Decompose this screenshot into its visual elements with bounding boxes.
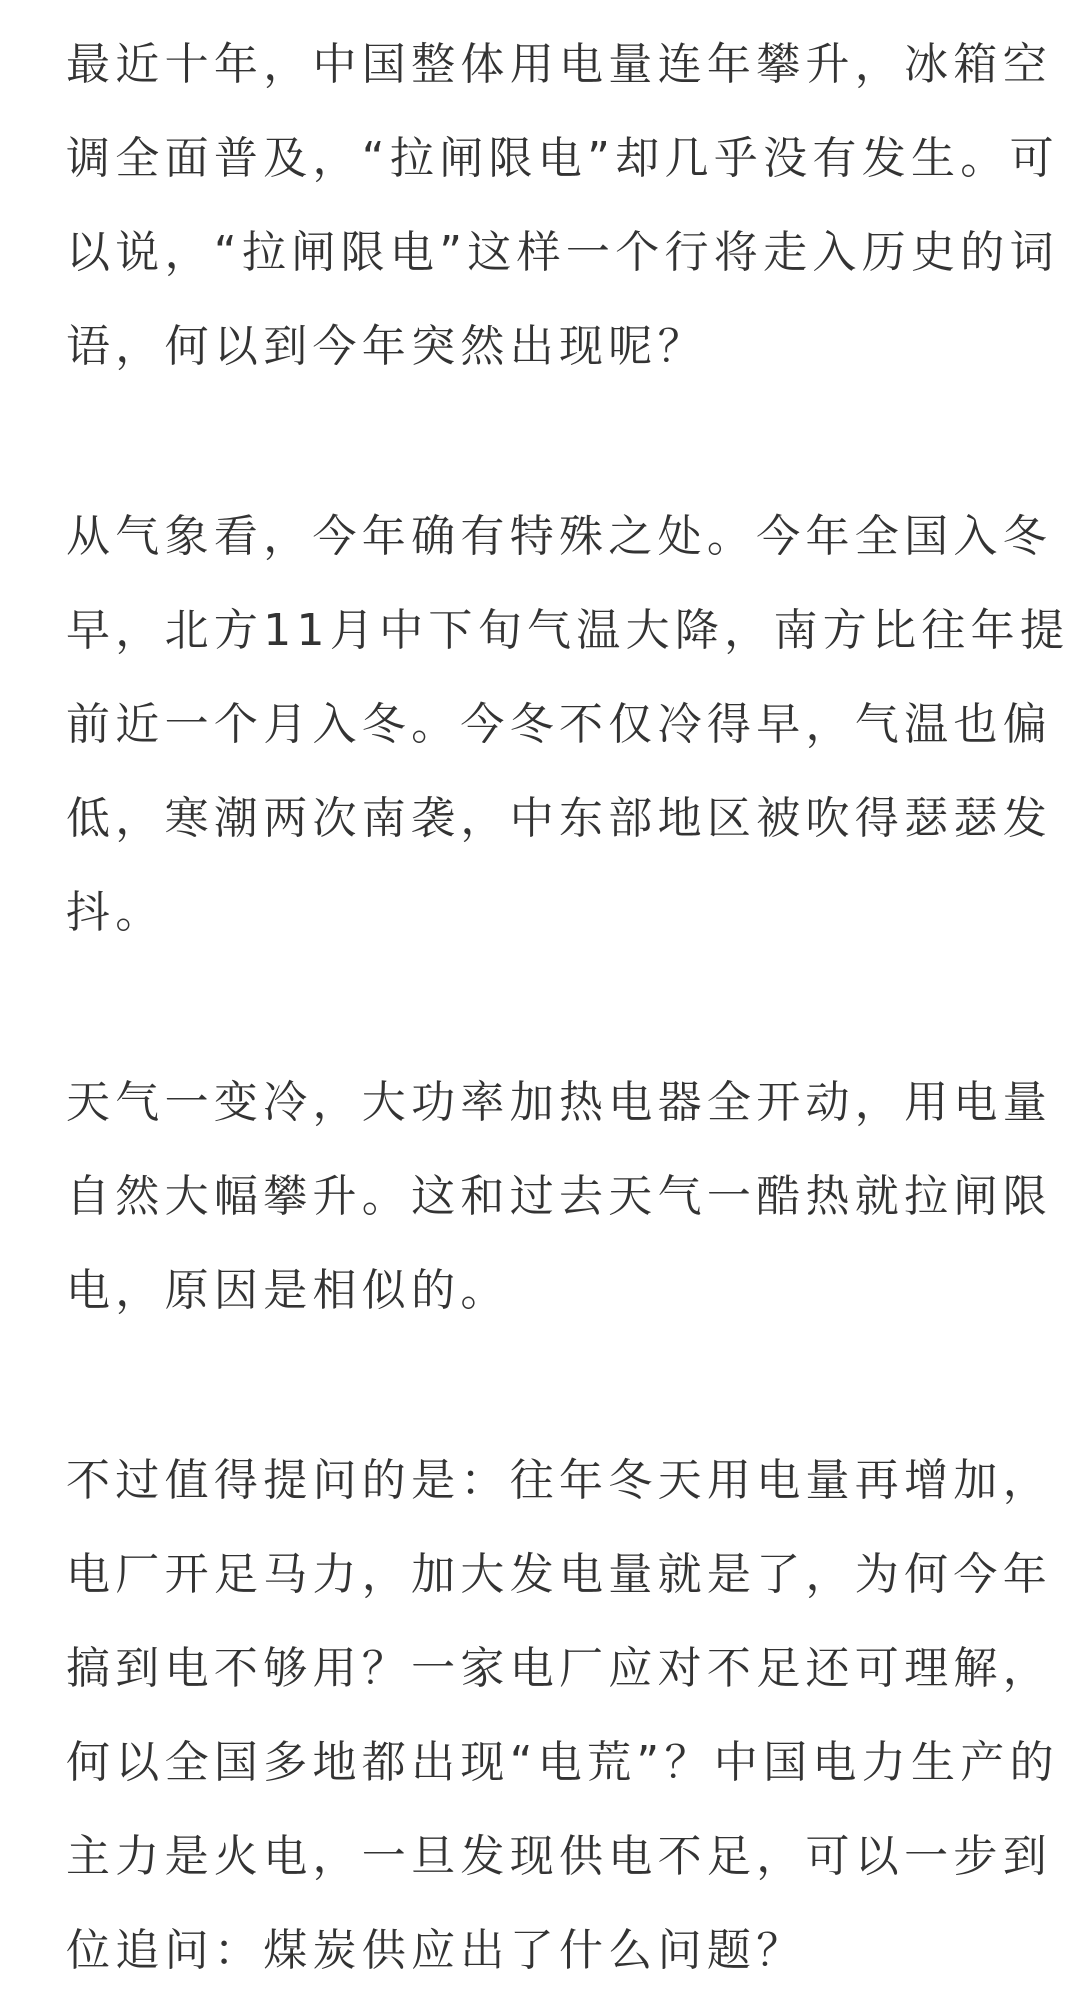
- text-line: 低，寒潮两次南袭，中东部地区被吹得瑟瑟发: [66, 793, 1052, 844]
- text-line: 何以全国多地都出现“电荒”？中国电力生产的: [66, 1737, 1059, 1788]
- text-line: 搞到电不够用？一家电厂应对不足还可理解，: [66, 1643, 1052, 1694]
- paragraph-3: [66, 1056, 1052, 1338]
- paragraph-2: [66, 490, 1070, 960]
- article-body: [66, 18, 1070, 1998]
- paragraph-1: [66, 18, 1059, 394]
- text-line: 抖。: [66, 887, 165, 938]
- text-line: 电厂开足马力，加大发电量就是了，为何今年: [66, 1549, 1052, 1600]
- text-line: 自然大幅攀升。这和过去天气一酷热就拉闸限: [66, 1171, 1052, 1222]
- paragraph-4: [66, 1434, 1059, 1998]
- text-line: 电，原因是相似的。: [66, 1265, 510, 1316]
- text-line: 调全面普及，“拉闸限电”却几乎没有发生。可: [66, 133, 1059, 184]
- text-line: 位追问：煤炭供应出了什么问题？: [66, 1925, 806, 1976]
- text-line: 以说，“拉闸限电”这样一个行将走入历史的词: [66, 227, 1059, 278]
- text-line: 不过值得提问的是：往年冬天用电量再增加，: [66, 1455, 1052, 1506]
- text-line: 语，何以到今年突然出现呢？: [66, 321, 707, 372]
- text-line: 最近十年，中国整体用电量连年攀升，冰箱空: [66, 39, 1052, 90]
- text-line: 早，北方11月中下旬气温大降，南方比往年提: [66, 605, 1070, 656]
- text-line: 主力是火电，一旦发现供电不足，可以一步到: [66, 1831, 1052, 1882]
- text-line: 天气一变冷，大功率加热电器全开动，用电量: [66, 1077, 1052, 1128]
- text-line: 前近一个月入冬。今冬不仅冷得早，气温也偏: [66, 699, 1052, 750]
- text-line: 从气象看，今年确有特殊之处。今年全国入冬: [66, 511, 1052, 562]
